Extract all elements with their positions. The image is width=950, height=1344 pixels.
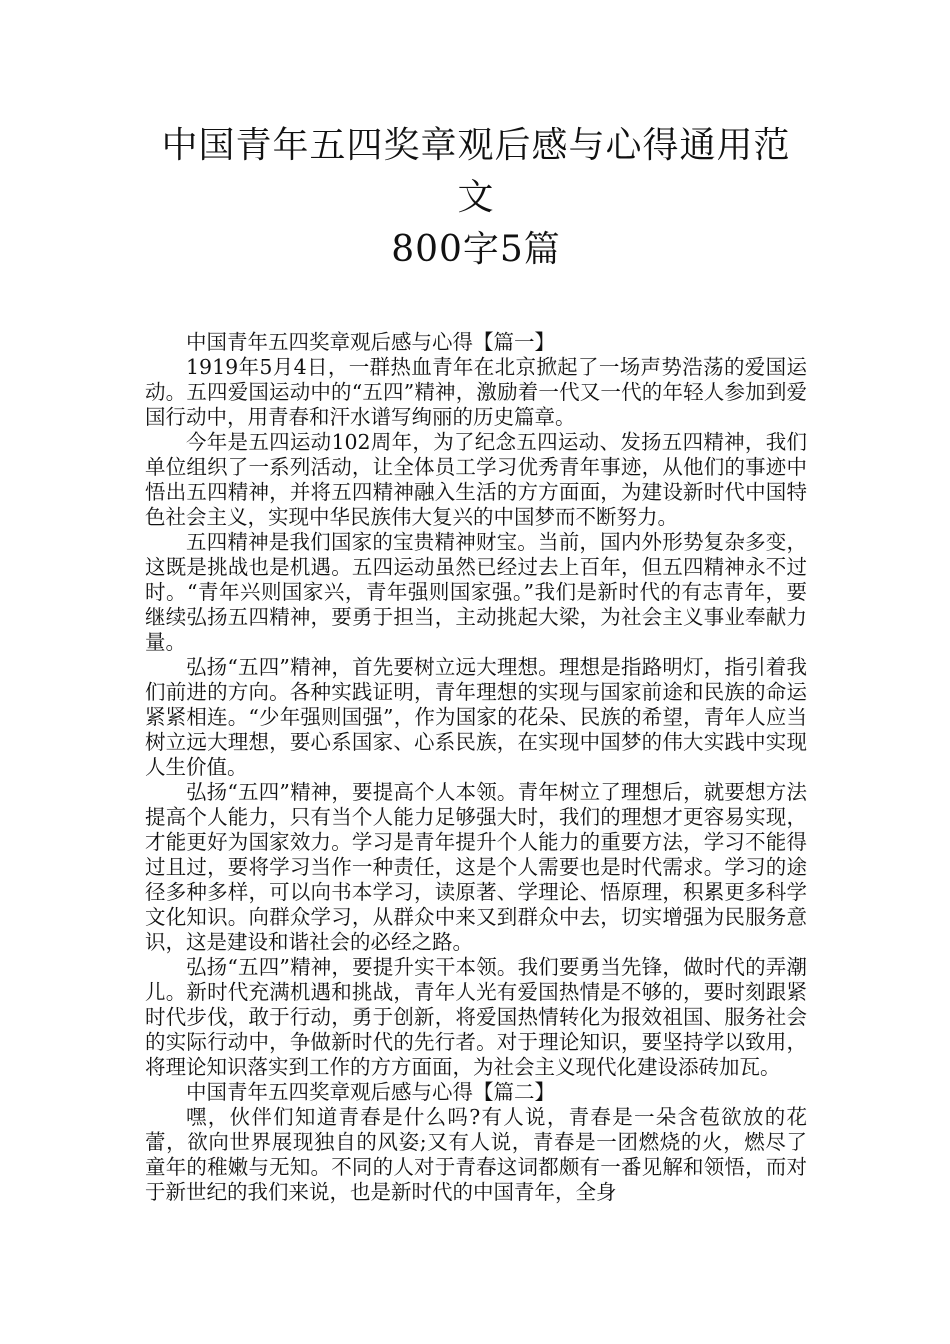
paragraph: 1919年5月4日，一群热血青年在北京掀起了一场声势浩荡的爱国运动。五四爱国运动中的“五四”精神，激励着一代又一代的年轻人参加到爱国行动中，用青春和汗水谱写绚丽的历史篇章。 <box>145 355 807 429</box>
paragraph: 弘扬“五四”精神，要提升实干本领。我们要勇当先锋，做时代的弄潮儿。新时代充满机遇和挑战，青年人光有爱国热情是不够的，要时刻跟紧时代步伐，敢于行动，勇于创新，将爱国热情转化为报效祖国、服务社会的实际行动中，争做新时代的先行者。对于理论知识，要坚持学以致用，将理论知识落实到工作的方方面面，为社会主义现代化建设添砖加瓦。 <box>145 955 807 1079</box>
document-body <box>145 330 807 1205</box>
paragraph: 今年是五四运动102周年，为了纪念五四运动、发扬五四精神，我们单位组织了一系列活动，让全体员工学习优秀青年事迹，从他们的事迹中悟出五四精神，并将五四精神融入生活的方方面面，为建设新时代中国特色社会主义，实现中华民族伟大复兴的中国梦而不断努力。 <box>145 430 807 529</box>
paragraph: 弘扬“五四”精神，要提高个人本领。青年树立了理想后，就要想方法提高个人能力，只有当个人能力足够强大时，我们的理想才更容易实现，才能更好为国家效力。学习是青年提升个人能力的重要方法，学习不能得过且过，要将学习当作一种责任，这是个人需要也是时代需求。学习的途径多种多样，可以向书本学习，读原著、学理论、悟原理，积累更多科学文化知识。向群众学习，从群众中来又到群众中去，切实增强为民服务意识，这是建设和谐社会的必经之路。 <box>145 780 807 954</box>
paragraph: 嘿，伙伴们知道青春是什么吗?有人说，青春是一朵含苞欲放的花蕾，欲向世界展现独自的风姿;又有人说，青春是一团燃烧的火，燃尽了童年的稚嫩与无知。不同的人对于青春这词都颇有一番见解和领悟，而对于新世纪的我们来说，也是新时代的中国青年，全身 <box>145 1105 807 1204</box>
title-line-1: 中国青年五四奖章观后感与心得通用范文 <box>161 125 791 218</box>
paragraph: 弘扬“五四”精神，首先要树立远大理想。理想是指路明灯，指引着我们前进的方向。各种实践证明，青年理想的实现与国家前途和民族的命运紧紧相连。“少年强则国强”，作为国家的花朵、民族的希望，青年人应当树立远大理想，要心系国家、心系民族，在实现中国梦的伟大实践中实现人生价值。 <box>145 655 807 779</box>
document-title <box>145 120 807 276</box>
paragraph: 五四精神是我们国家的宝贵精神财宝。当前，国内外形势复杂多变，这既是挑战也是机遇。五四运动虽然已经过去上百年，但五四精神永不过时。“青年兴则国家兴，青年强则国家强。”我们是新时代的有志青年，要继续弘扬五四精神，要勇于担当，主动挑起大梁，为社会主义事业奉献力量。 <box>145 530 807 654</box>
title-line-2: 800字5篇 <box>391 229 561 270</box>
section-heading-2: 中国青年五四奖章观后感与心得【篇二】 <box>186 1080 555 1104</box>
section-heading-1: 中国青年五四奖章观后感与心得【篇一】 <box>186 330 555 354</box>
